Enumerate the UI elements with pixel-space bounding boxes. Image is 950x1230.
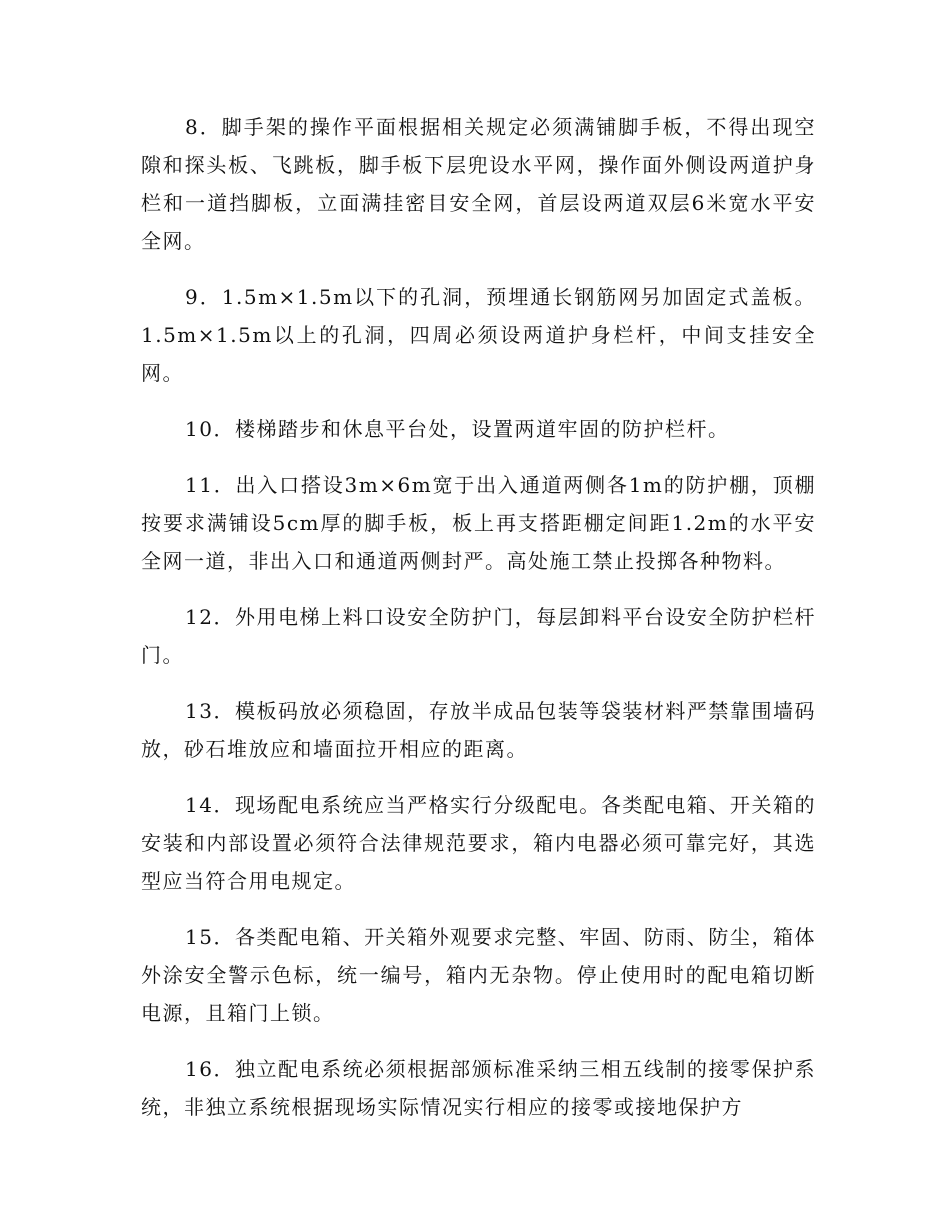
paragraph-item-9: 9．1.5m×1.5m以下的孔洞，预埋通长钢筋网另加固定式盖板。1.5m×1.5m以上的孔洞，四周必须设两道护身栏杆，中间支挂安全网。 [141,285,816,385]
paragraph-item-14: 14．现场配电系统应当严格实行分级配电。各类配电箱、开关箱的安装和内部设置必须符合法律规范要求，箱内电器必须可靠完好，其选型应当符合用电规定。 [141,793,816,893]
paragraph-item-12: 12．外用电梯上料口设安全防护门，每层卸料平台设安全防护栏杆门。 [141,605,816,667]
document-body [141,108,816,1144]
paragraph-item-8: 8．脚手架的操作平面根据相关规定必须满铺脚手板，不得出现空隙和探头板、飞跳板，脚手板下层兜设水平网，操作面外侧设两道护身栏和一道挡脚板，立面满挂密目安全网，首层设两道双层6米宽水平安全网。 [141,115,816,253]
paragraph-item-13: 13．模板码放必须稳固，存放半成品包装等袋装材料严禁靠围墙码放，砂石堆放应和墙面拉开相应的距离。 [141,699,816,761]
paragraph-item-16: 16．独立配电系统必须根据部颁标准采纳三相五线制的接零保护系统，非独立系统根据现场实际情况实行相应的接零或接地保护方 [141,1057,816,1119]
paragraph-item-10: 10．楼梯踏步和休息平台处，设置两道牢固的防护栏杆。 [185,417,730,441]
paragraph-item-11: 11．出入口搭设3m×6m宽于出入通道两侧各1m的防护棚，顶棚按要求满铺设5cm厚的脚手板，板上再支搭距棚定间距1.2m的水平安全网一道，非出入口和通道两侧封严。高处施工禁止投掷各种物料。 [141,473,816,573]
paragraph-item-15: 15．各类配电箱、开关箱外观要求完整、牢固、防雨、防尘，箱体外涂安全警示色标，统一编号，箱内无杂物。停止使用时的配电箱切断电源，且箱门上锁。 [141,925,816,1025]
